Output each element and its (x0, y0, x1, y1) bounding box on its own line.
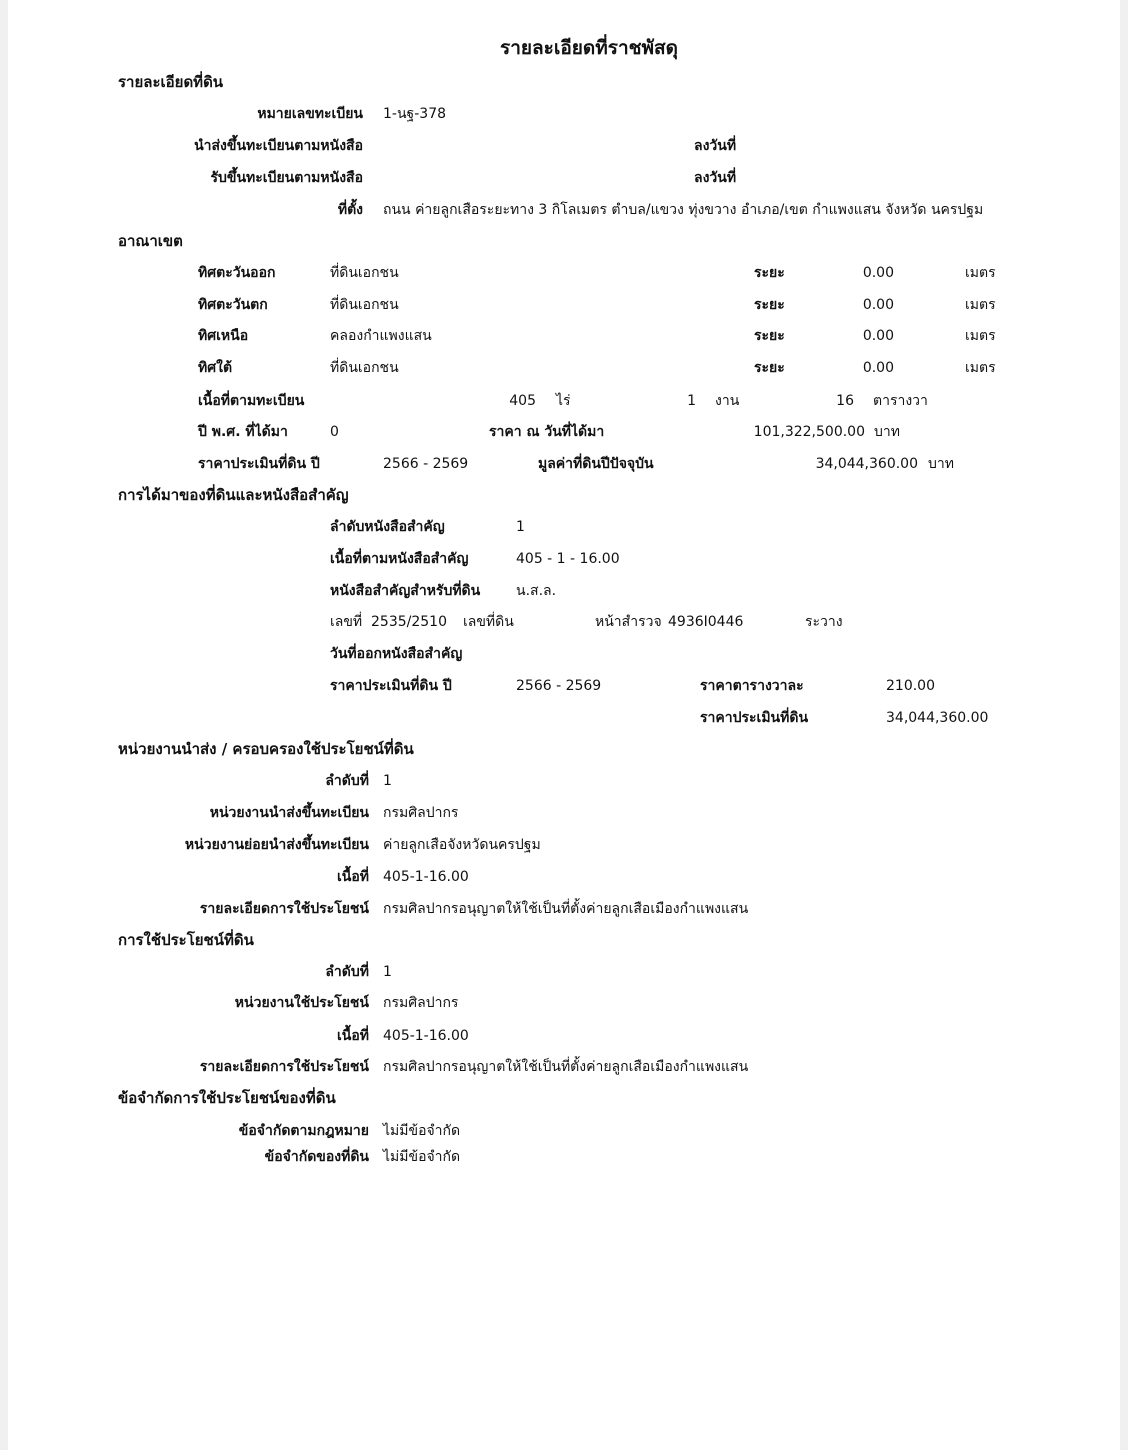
survey-label: หน้าสำรวจ (595, 614, 662, 630)
distance-unit: เมตร (965, 297, 996, 313)
usage-order-value: 1 (383, 964, 392, 980)
doc-order-value: 1 (516, 519, 525, 535)
location-label: ที่ตั้ง (337, 202, 363, 218)
agency-area-label: เนื้อที่ (337, 869, 369, 885)
agency-usage-value: กรมศิลปากรอนุญาตให้ใช้เป็นที่ตั้งค่ายลูกเสือเมืองกำแพงแสน (383, 901, 749, 917)
sheet-label: ระวาง (805, 614, 843, 630)
survey-value: 4936I0446 (668, 614, 744, 630)
section-boundary: อาณาเขต (118, 232, 183, 250)
legal-restriction-label: ข้อจำกัดตามกฎหมาย (238, 1123, 369, 1139)
direction-label: ทิศเหนือ (198, 328, 249, 344)
direction-label: ทิศตะวันออก (198, 265, 276, 281)
section-restrictions: ข้อจำกัดการใช้ประโยชน์ของที่ดิน (118, 1089, 336, 1107)
recv-date-label: ลงวันที่ (694, 170, 737, 186)
land-no-label: เลขที่ดิน (463, 614, 514, 630)
section-usage: การใช้ประโยชน์ที่ดิน (118, 931, 254, 949)
agency-order-value: 1 (383, 773, 392, 789)
appraisal-year-value: 2566 - 2569 (383, 456, 469, 472)
adjacent-value: คลองกำแพงแสน (330, 328, 432, 344)
sent-letter-label: นำส่งขึ้นทะเบียนตามหนังสือ (194, 138, 363, 154)
distance-value: 0.00 (862, 328, 894, 344)
distance-label: ระยะ (754, 297, 785, 313)
adjacent-value: ที่ดินเอกชน (330, 360, 399, 376)
acquired-year-value: 0 (330, 424, 339, 440)
section-land-details: รายละเอียดที่ดิน (118, 73, 224, 91)
sent-date-label: ลงวันที่ (694, 138, 737, 154)
area-ngan: 1 (687, 393, 696, 409)
doc-type-label: หนังสือสำคัญสำหรับที่ดิน (330, 583, 481, 599)
doc-area-value: 405 - 1 - 16.00 (516, 551, 620, 567)
land-restriction-label: ข้อจำกัดของที่ดิน (264, 1149, 369, 1165)
distance-unit: เมตร (965, 360, 996, 376)
reg-no-value: 1-นฐ-378 (383, 106, 447, 122)
doc-no-label: เลขที่ (330, 614, 363, 630)
direction-label: ทิศใต้ (198, 360, 233, 376)
direction-label: ทิศตะวันตก (198, 297, 268, 313)
doc-order-label: ลำดับหนังสือสำคัญ (330, 519, 445, 535)
distance-value: 0.00 (862, 265, 894, 281)
doc-appraisal-price-value: 34,044,360.00 (886, 710, 989, 726)
acquired-price-value: 101,322,500.00 (753, 424, 865, 440)
sub-agency-label: หน่วยงานย่อยนำส่งขึ้นทะเบียน (184, 837, 369, 853)
distance-label: ระยะ (754, 360, 785, 376)
adjacent-value: ที่ดินเอกชน (330, 297, 399, 313)
distance-value: 0.00 (862, 297, 894, 313)
price-per-wa-value: 210.00 (886, 678, 935, 694)
adjacent-value: ที่ดินเอกชน (330, 265, 399, 281)
price-per-wa-label: ราคาตารางวาละ (700, 678, 804, 694)
doc-appraisal-year-value: 2566 - 2569 (516, 678, 602, 694)
document-page (8, 0, 1120, 1450)
legal-restriction-value: ไม่มีข้อจำกัด (383, 1123, 461, 1139)
distance-value: 0.00 (862, 360, 894, 376)
agency-value: กรมศิลปากร (383, 805, 459, 821)
ngan-unit: งาน (715, 393, 740, 409)
current-value-label: มูลค่าที่ดินปีปัจจุบัน (538, 456, 654, 472)
agency-label: หน่วยงานนำส่งขึ้นทะเบียน (209, 805, 369, 821)
current-value: 34,044,360.00 (815, 456, 918, 472)
usage-agency-label: หน่วยงานใช้ประโยชน์ (234, 995, 369, 1011)
acquired-year-label: ปี พ.ศ. ที่ได้มา (198, 424, 288, 440)
section-acquisition: การได้มาของที่ดินและหนังสือสำคัญ (118, 486, 349, 504)
agency-usage-label: รายละเอียดการใช้ประโยชน์ (199, 901, 369, 917)
land-restriction-value: ไม่มีข้อจำกัด (383, 1149, 461, 1165)
acquired-price-label: ราคา ณ วันที่ได้มา (489, 424, 605, 440)
distance-unit: เมตร (965, 265, 996, 281)
distance-unit: เมตร (965, 328, 996, 344)
location-value: ถนน ค่ายลูกเสือระยะทาง 3 กิโลเมตร ตำบล/แขวง ทุ่งขวาง อำเภอ/เขต กำแพงแสน จังหวัด นครปฐม (383, 202, 984, 218)
doc-appraisal-year-label: ราคาประเมินที่ดิน ปี (330, 678, 452, 694)
doc-area-label: เนื้อที่ตามหนังสือสำคัญ (330, 551, 469, 567)
agency-order-label: ลำดับที่ (325, 773, 369, 789)
distance-label: ระยะ (754, 328, 785, 344)
wa-unit: ตารางวา (873, 393, 928, 409)
area-label: เนื้อที่ตามทะเบียน (198, 393, 305, 409)
appraisal-year-label: ราคาประเมินที่ดิน ปี (198, 456, 320, 472)
usage-detail-label: รายละเอียดการใช้ประโยชน์ (199, 1059, 369, 1075)
usage-detail-value: กรมศิลปากรอนุญาตให้ใช้เป็นที่ตั้งค่ายลูกเสือเมืองกำแพงแสน (383, 1059, 749, 1075)
usage-order-label: ลำดับที่ (325, 964, 369, 980)
distance-label: ระยะ (754, 265, 785, 281)
section-agency: หน่วยงานนำส่ง / ครอบครองใช้ประโยชน์ที่ดิน (118, 740, 414, 758)
issue-date-label: วันที่ออกหนังสือสำคัญ (330, 646, 463, 662)
doc-type-value: น.ส.ล. (516, 583, 557, 599)
current-value-unit: บาท (928, 456, 954, 472)
area-rai: 405 (509, 393, 536, 409)
acquired-price-unit: บาท (874, 424, 900, 440)
agency-area-value: 405-1-16.00 (383, 869, 469, 885)
usage-agency-value: กรมศิลปากร (383, 995, 459, 1011)
rai-unit: ไร่ (556, 393, 571, 409)
doc-no-value: 2535/2510 (371, 614, 447, 630)
sub-agency-value: ค่ายลูกเสือจังหวัดนครปฐม (383, 837, 541, 853)
area-wa: 16 (836, 393, 854, 409)
recv-letter-label: รับขึ้นทะเบียนตามหนังสือ (210, 170, 363, 186)
reg-no-label: หมายเลขทะเบียน (257, 106, 363, 122)
page-title: รายละเอียดที่ราชพัสดุ (500, 37, 678, 59)
usage-area-label: เนื้อที่ (337, 1028, 369, 1044)
usage-area-value: 405-1-16.00 (383, 1028, 469, 1044)
doc-appraisal-price-label: ราคาประเมินที่ดิน (700, 710, 809, 726)
